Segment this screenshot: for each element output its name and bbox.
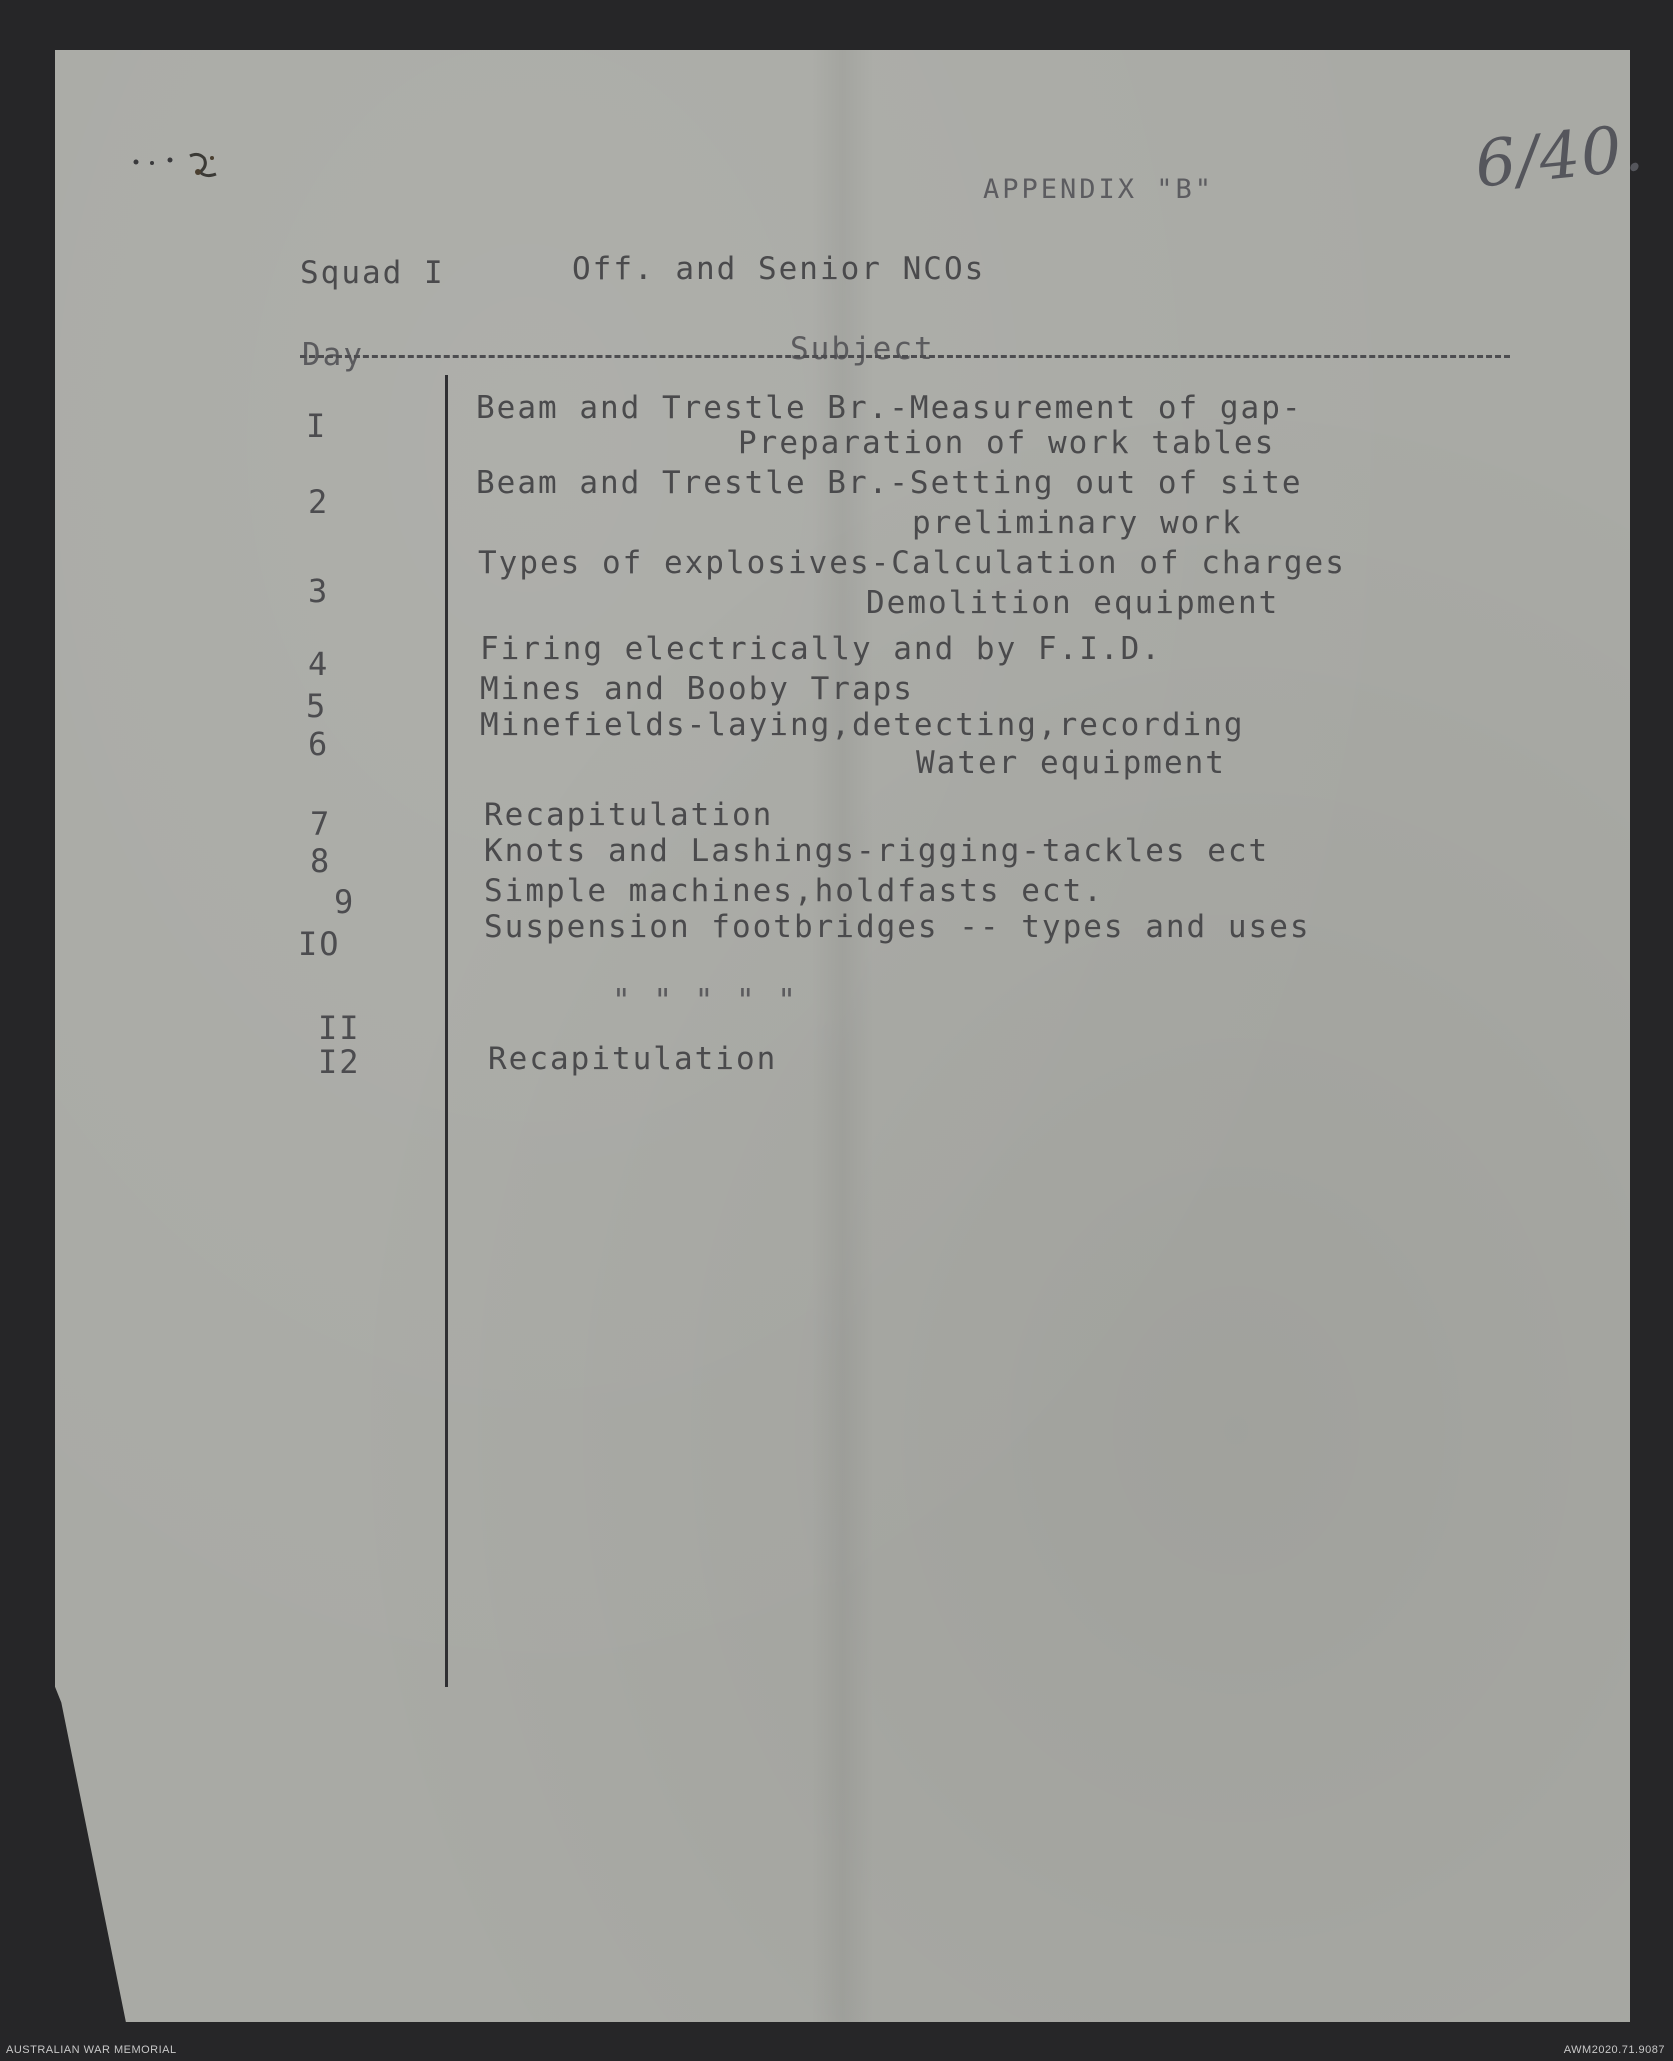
subject-line: Beam and Trestle Br.-Setting out of site — [476, 465, 1303, 501]
day-number: 3 — [308, 572, 330, 610]
subject-line: Recapitulation — [484, 797, 774, 833]
subject-line: Simple machines,holdfasts ect. — [484, 873, 1104, 909]
day-number: 8 — [310, 842, 332, 880]
day-number: 6 — [308, 725, 330, 763]
subject-line: Beam and Trestle Br.-Measurement of gap- — [476, 390, 1303, 426]
appendix-title: APPENDIX "B" — [983, 174, 1215, 205]
day-number: 7 — [310, 805, 332, 843]
subject-line: Minefields-laying,detecting,recording — [480, 707, 1245, 743]
footer-accession-number: AWM2020.71.9087 — [1563, 2044, 1665, 2056]
day-number: I2 — [318, 1043, 361, 1081]
subject-line: Mines and Booby Traps — [480, 671, 914, 707]
day-number: 9 — [334, 883, 356, 921]
subject-line: Recapitulation — [488, 1041, 778, 1077]
header-rule — [300, 355, 1510, 358]
column-header-day: Day — [302, 337, 364, 373]
day-number: II — [318, 1009, 361, 1047]
day-number: 4 — [308, 645, 330, 683]
day-number: 2 — [308, 483, 330, 521]
day-number: IO — [298, 925, 341, 963]
column-header-subject: Subject — [790, 331, 935, 367]
squad-group: Off. and Senior NCOs — [572, 251, 986, 287]
subject-line: Firing electrically and by F.I.D. — [480, 631, 1162, 667]
subject-line: Knots and Lashings-rigging-tackles ect — [484, 833, 1270, 869]
squad-label: Squad I — [300, 255, 445, 291]
subject-line: " " " " " — [612, 983, 798, 1019]
day-number: 5 — [306, 687, 328, 725]
folio-handwritten-mark: 6/40. — [1471, 111, 1648, 203]
day-number: I — [306, 407, 328, 445]
subject-line: Types of explosives-Calculation of charges — [478, 545, 1346, 581]
ink-stain-mark — [128, 150, 268, 190]
subject-line: Demolition equipment — [866, 585, 1280, 621]
subject-line: Water equipment — [916, 745, 1226, 781]
column-divider — [445, 375, 448, 1687]
subject-line: preliminary work — [912, 505, 1243, 541]
footer-archive-name: AUSTRALIAN WAR MEMORIAL — [6, 2044, 177, 2056]
subject-line: Suspension footbridges -- types and uses — [484, 909, 1311, 945]
subject-line: Preparation of work tables — [738, 425, 1276, 461]
